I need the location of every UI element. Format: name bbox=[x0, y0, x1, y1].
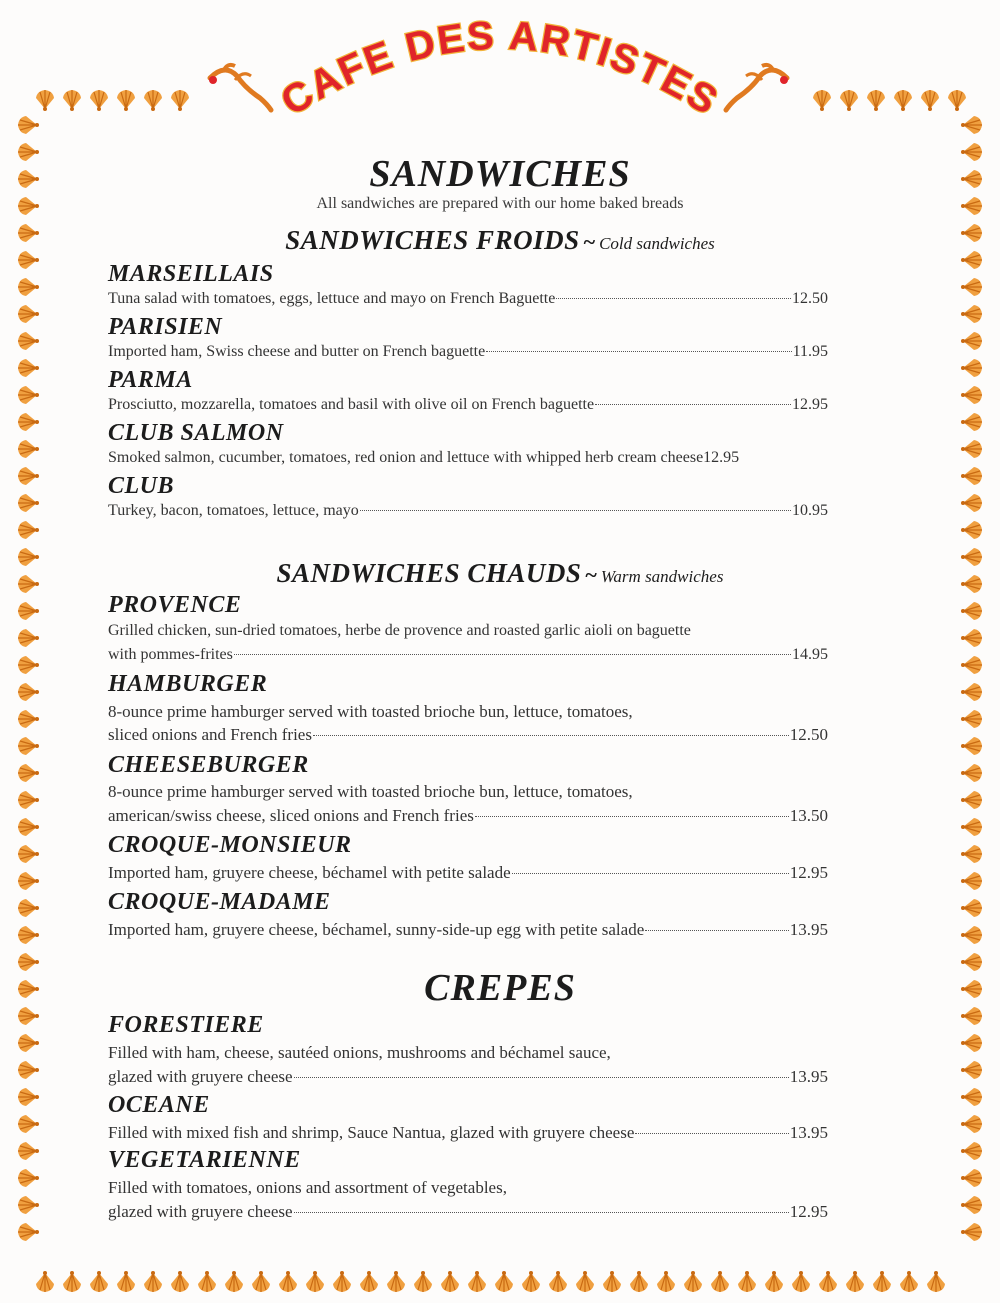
shell-ornament bbox=[961, 899, 982, 917]
shell-ornament bbox=[603, 1271, 621, 1292]
menu-item-name: OCEANE bbox=[108, 1092, 210, 1118]
shell-ornament bbox=[18, 1169, 39, 1187]
leader-dots bbox=[475, 816, 789, 817]
shell-ornament bbox=[441, 1271, 459, 1292]
shell-ornament bbox=[961, 710, 982, 728]
leader-dots bbox=[294, 1212, 789, 1213]
menu-item-desc: Filled with ham, cheese, sautéed onions, mushrooms and béchamel sauce, bbox=[108, 1043, 611, 1062]
menu-item-desc: Imported ham, gruyere cheese, béchamel, sunny-side-up egg with petite salade bbox=[108, 920, 645, 939]
shell-ornament bbox=[961, 872, 982, 890]
shell-ornament bbox=[921, 90, 939, 111]
shell-ornament bbox=[549, 1271, 567, 1292]
shell-ornament bbox=[961, 1142, 982, 1160]
chauds-title: SANDWICHES CHAUDS bbox=[276, 558, 582, 588]
menu-item-desc: glazed with gruyere cheese bbox=[108, 1067, 293, 1086]
shell-ornament bbox=[144, 1271, 162, 1292]
shell-ornament bbox=[961, 683, 982, 701]
menu-item-name: FORESTIERE bbox=[108, 1012, 264, 1038]
shell-ornament bbox=[18, 413, 39, 431]
shell-ornament bbox=[18, 467, 39, 485]
shell-ornament bbox=[819, 1271, 837, 1292]
shell-ornament bbox=[961, 386, 982, 404]
menu-item-price: 12.50 bbox=[789, 725, 828, 744]
leader-dots bbox=[512, 873, 789, 874]
shell-ornament bbox=[961, 629, 982, 647]
menu-item-desc: american/swiss cheese, sliced onions and French fries bbox=[108, 806, 474, 825]
shell-ornament bbox=[961, 791, 982, 809]
shell-ornament bbox=[813, 90, 831, 111]
shell-ornament bbox=[18, 1142, 39, 1160]
shell-ornament bbox=[333, 1271, 351, 1292]
shell-ornament bbox=[522, 1271, 540, 1292]
shell-ornament bbox=[63, 1271, 81, 1292]
shell-ornament bbox=[252, 1271, 270, 1292]
shell-ornament bbox=[961, 602, 982, 620]
shell-ornament bbox=[738, 1271, 756, 1292]
shell-ornament bbox=[18, 710, 39, 728]
shell-ornament bbox=[961, 926, 982, 944]
shell-ornament bbox=[961, 1196, 982, 1214]
shell-ornament bbox=[961, 818, 982, 836]
menu-item-price: 14.95 bbox=[792, 646, 828, 663]
shell-ornament bbox=[18, 737, 39, 755]
section-title-crepes: CREPES bbox=[424, 967, 576, 1009]
menu-item-price: 12.95 bbox=[792, 396, 828, 413]
leader-dots bbox=[360, 510, 791, 511]
shell-ornament bbox=[630, 1271, 648, 1292]
leader-dots bbox=[556, 298, 791, 299]
menu-item-desc: Turkey, bacon, tomatoes, lettuce, mayo bbox=[108, 502, 359, 519]
shell-ornament bbox=[894, 90, 912, 111]
shell-ornament bbox=[18, 116, 39, 134]
menu-item-name: PARMA bbox=[108, 367, 193, 393]
shell-ornament bbox=[495, 1271, 513, 1292]
shell-ornament bbox=[961, 278, 982, 296]
leader-dots bbox=[635, 1133, 788, 1134]
shell-ornament bbox=[961, 413, 982, 431]
leader-dots bbox=[595, 404, 791, 405]
menu-item-name: CHEESEBURGER bbox=[108, 752, 309, 778]
shell-ornament bbox=[306, 1271, 324, 1292]
menu-item-desc: Grilled chicken, sun-dried tomatoes, herbe de provence and roasted garlic aioli on baguette bbox=[108, 622, 691, 639]
shell-ornament bbox=[18, 332, 39, 350]
menu-item-price: 12.50 bbox=[792, 290, 828, 307]
menu-item-price: 12.95 bbox=[703, 449, 740, 466]
shell-ornament bbox=[18, 602, 39, 620]
shell-ornament bbox=[961, 116, 982, 134]
shell-ornament bbox=[18, 872, 39, 890]
shell-ornament bbox=[18, 386, 39, 404]
menu-item-line bbox=[108, 1202, 828, 1222]
menu-item-desc: Imported ham, Swiss cheese and butter on French baguette bbox=[108, 343, 486, 360]
shell-ornament bbox=[927, 1271, 945, 1292]
shell-ornament bbox=[18, 818, 39, 836]
menu-item-desc: Tuna salad with tomatoes, eggs, lettuce and mayo on French Baguette bbox=[108, 290, 556, 307]
shell-ornament bbox=[961, 656, 982, 674]
shell-ornament bbox=[18, 1088, 39, 1106]
menu-item-desc: 8-ounce prime hamburger served with toasted brioche bun, lettuce, tomatoes, bbox=[108, 702, 633, 721]
menu-item-price: 12.95 bbox=[789, 1202, 828, 1221]
cafe-name: CAFE DES ARTISTES bbox=[273, 13, 727, 125]
shell-ornament bbox=[961, 440, 982, 458]
shell-ornament bbox=[18, 1061, 39, 1079]
shell-ornament bbox=[961, 1223, 982, 1241]
shell-ornament bbox=[961, 764, 982, 782]
leader-dots bbox=[294, 1077, 789, 1078]
shell-ornament bbox=[961, 359, 982, 377]
shell-ornament bbox=[18, 629, 39, 647]
svg-text:CAFE DES ARTISTES bbox=[274, 14, 727, 124]
shell-ornament bbox=[18, 359, 39, 377]
menu-item-line bbox=[108, 396, 828, 414]
shell-ornament bbox=[961, 1061, 982, 1079]
leader-dots bbox=[234, 654, 791, 655]
menu-item-desc: 8-ounce prime hamburger served with toasted brioche bun, lettuce, tomatoes, bbox=[108, 782, 633, 801]
shell-ornament bbox=[961, 521, 982, 539]
shell-ornament bbox=[684, 1271, 702, 1292]
menu-item-name: CLUB SALMON bbox=[108, 420, 284, 446]
shell-ornament bbox=[18, 1196, 39, 1214]
shell-ornament bbox=[961, 1088, 982, 1106]
shell-ornament bbox=[18, 845, 39, 863]
shell-ornament bbox=[18, 683, 39, 701]
shell-ornament bbox=[961, 1115, 982, 1133]
menu-item-line bbox=[108, 646, 828, 664]
menu-item-name: HAMBURGER bbox=[108, 671, 268, 697]
menu-item-price: 13.95 bbox=[789, 920, 828, 939]
menu-item-desc: Prosciutto, mozzarella, tomatoes and basil with olive oil on French baguette bbox=[108, 396, 595, 413]
shell-ornament bbox=[90, 1271, 108, 1292]
shell-ornament bbox=[867, 90, 885, 111]
menu-item-line bbox=[108, 1123, 828, 1143]
menu-item-price: 13.50 bbox=[789, 806, 828, 825]
shell-ornament bbox=[873, 1271, 891, 1292]
shell-ornament bbox=[117, 90, 135, 111]
menu-item-desc: Filled with mixed fish and shrimp, Sauce Nantua, glazed with gruyere cheese bbox=[108, 1123, 635, 1142]
leader-dots bbox=[645, 930, 789, 931]
shell-ornament bbox=[840, 90, 858, 111]
shell-ornament bbox=[961, 845, 982, 863]
menu-item-line bbox=[108, 920, 828, 940]
menu-item-line bbox=[108, 290, 828, 308]
leader-dots bbox=[313, 735, 789, 736]
menu-item-price: 10.95 bbox=[792, 502, 828, 519]
shell-ornament bbox=[18, 1034, 39, 1052]
froids-subtitle: Cold sandwiches bbox=[599, 234, 715, 253]
shell-ornament bbox=[18, 1223, 39, 1241]
shell-ornament bbox=[765, 1271, 783, 1292]
shell-ornament bbox=[961, 1169, 982, 1187]
shell-ornament bbox=[657, 1271, 675, 1292]
menu-item-price: 13.95 bbox=[789, 1067, 828, 1086]
shell-ornament bbox=[961, 332, 982, 350]
section-title-sandwiches: SANDWICHES bbox=[369, 153, 631, 195]
menu-item-desc: Imported ham, gruyere cheese, béchamel with petite salade bbox=[108, 863, 511, 882]
shell-ornament bbox=[18, 899, 39, 917]
shell-ornament bbox=[18, 791, 39, 809]
menu-item-name: PARISIEN bbox=[108, 314, 223, 340]
shell-ornament bbox=[18, 764, 39, 782]
menu-item-name: VEGETARIENNE bbox=[108, 1147, 301, 1173]
menu-item-line bbox=[108, 725, 828, 745]
menu-item-desc: sliced onions and French fries bbox=[108, 725, 312, 744]
shell-ornament bbox=[90, 90, 108, 111]
shell-ornament bbox=[117, 1271, 135, 1292]
shell-ornament bbox=[792, 1271, 810, 1292]
froids-separator: ~ bbox=[583, 229, 596, 254]
menu-item-desc: glazed with gruyere cheese bbox=[108, 1202, 293, 1221]
menu-item-line bbox=[108, 449, 836, 467]
shell-ornament bbox=[711, 1271, 729, 1292]
menu-item-desc: Filled with tomatoes, onions and assortment of vegetables, bbox=[108, 1178, 507, 1197]
shell-ornament bbox=[279, 1271, 297, 1292]
menu-item-name: CROQUE-MADAME bbox=[108, 889, 331, 915]
shell-ornament bbox=[144, 90, 162, 111]
shell-ornament bbox=[414, 1271, 432, 1292]
shell-ornament bbox=[846, 1271, 864, 1292]
menu-item-desc: Smoked salmon, cucumber, tomatoes, red onion and lettuce with whipped herb cream cheese bbox=[108, 449, 704, 466]
shell-ornament bbox=[225, 1271, 243, 1292]
menu-item-price: 11.95 bbox=[792, 343, 828, 360]
chauds-subtitle: Warm sandwiches bbox=[600, 567, 724, 586]
shell-ornament bbox=[36, 90, 54, 111]
shell-ornament bbox=[360, 1271, 378, 1292]
subsection-header-froids bbox=[0, 225, 1000, 256]
sandwiches-subtitle: All sandwiches are prepared with our home baked breads bbox=[316, 195, 684, 212]
shell-ornament bbox=[198, 1271, 216, 1292]
shell-ornament bbox=[171, 1271, 189, 1292]
shell-ornament bbox=[63, 90, 81, 111]
menu-item-line bbox=[108, 343, 828, 361]
shell-ornament bbox=[961, 305, 982, 323]
shell-ornament bbox=[961, 737, 982, 755]
menu-item-name: MARSEILLAIS bbox=[108, 261, 274, 287]
shell-ornament bbox=[18, 656, 39, 674]
menu-item-line bbox=[108, 806, 828, 826]
menu-item-name: PROVENCE bbox=[108, 592, 242, 618]
chauds-separator: ~ bbox=[585, 562, 597, 587]
shell-ornament bbox=[961, 1034, 982, 1052]
menu-item-line bbox=[108, 863, 828, 883]
shell-ornament bbox=[900, 1271, 918, 1292]
menu-item-name: CROQUE-MONSIEUR bbox=[108, 832, 352, 858]
menu-item-line bbox=[108, 502, 828, 520]
froids-title: SANDWICHES FROIDS bbox=[285, 225, 580, 255]
shell-ornament bbox=[18, 1115, 39, 1133]
shell-ornament bbox=[948, 90, 966, 111]
shell-ornament bbox=[961, 494, 982, 512]
menu-item-line bbox=[108, 1067, 828, 1087]
shell-ornament bbox=[961, 467, 982, 485]
shell-ornament bbox=[18, 926, 39, 944]
shell-ornament bbox=[171, 90, 189, 111]
menu-item-name: CLUB bbox=[108, 473, 175, 499]
shell-ornament bbox=[18, 521, 39, 539]
shell-ornament bbox=[18, 278, 39, 296]
leader-dots bbox=[486, 351, 791, 352]
shell-ornament bbox=[18, 440, 39, 458]
shell-ornament bbox=[18, 305, 39, 323]
menu-item-price: 13.95 bbox=[789, 1123, 828, 1142]
menu-item-desc: with pommes-frites bbox=[108, 646, 233, 663]
shell-ornament bbox=[468, 1271, 486, 1292]
shell-ornament bbox=[36, 1271, 54, 1292]
subsection-header-chauds bbox=[0, 558, 1000, 589]
menu-item-price: 12.95 bbox=[789, 863, 828, 882]
cafe-logo-title bbox=[260, 0, 740, 140]
shell-ornament bbox=[18, 494, 39, 512]
shell-ornament bbox=[576, 1271, 594, 1292]
shell-ornament bbox=[387, 1271, 405, 1292]
